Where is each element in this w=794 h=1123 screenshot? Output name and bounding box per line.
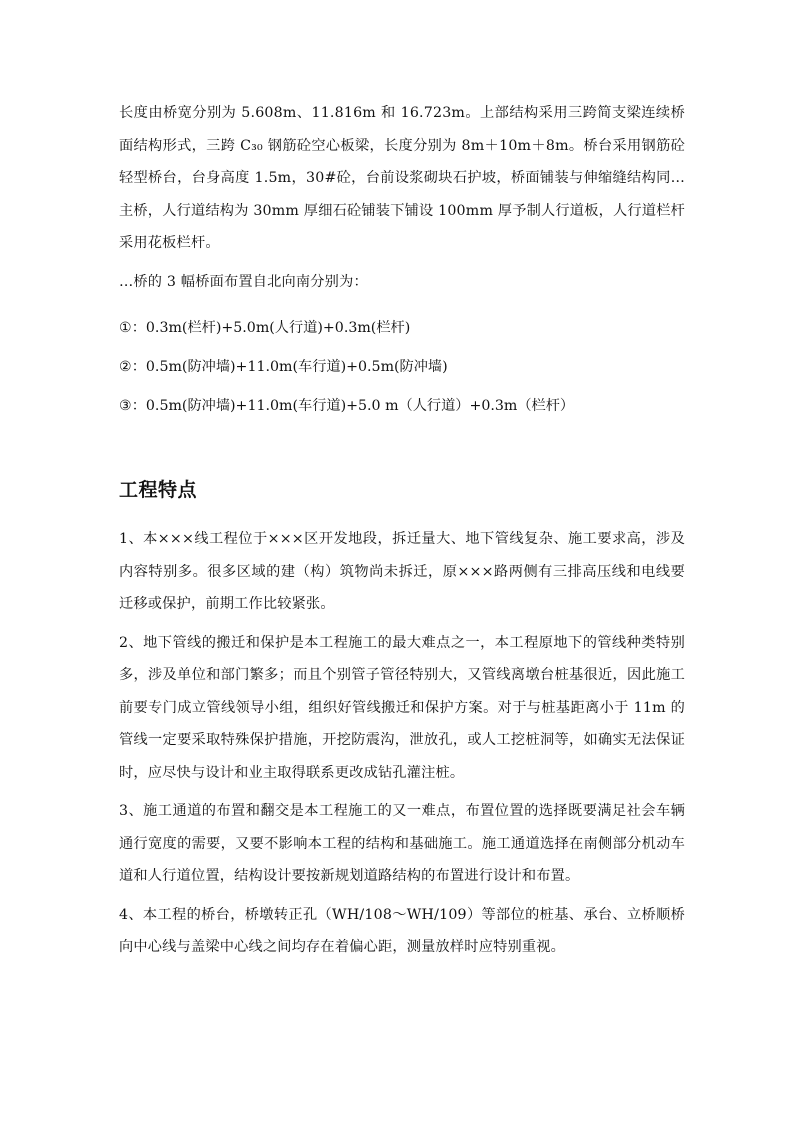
layout-item-2: ②：0.5m(防冲墙)+11.0m(车行道)+0.5m(防冲墙) <box>119 359 448 375</box>
intro-paragraph: 长度由桥宽分别为 5.608m、11.816m 和 16.723m。上部结构采用三跨简支梁连续桥面结构形式，三跨 C₃₀ 钢筋砼空心板梁，长度分别为 8m＋10m＋8m。桥台采用钢筋砼轻型桥台，台身高度 1.5m，30#砼，台前设浆砌块石护坡，桥面铺装与伸缩缝结构同…主桥，人行道结构为 30mm 厚细石砼铺装下铺设 100mm 厚予制人行道板，人行道栏杆采用花板栏杆。 <box>119 105 685 251</box>
feature-point-4: 4、本工程的桥台，桥墩转正孔（WH/108～WH/109）等部位的桩基、承台、立桥顺桥向中心线与盖梁中心线之间均存在着偏心距，测量放样时应特别重视。 <box>119 906 685 955</box>
feature-point-1: 1、本×××线工程位于×××区开发地段，拆迁量大、地下管线复杂、施工要求高，涉及内容特别多。很多区域的建（构）筑物尚未拆迁，原×××路两侧有三排高压线和电线要迁移或保护，前期工作比较紧张。 <box>119 531 685 612</box>
section-heading: 工程特点 <box>119 479 198 501</box>
layout-intro: …桥的 3 幅桥面布置自北向南分别为： <box>119 273 368 290</box>
document-page <box>119 97 685 964</box>
features-section <box>119 523 685 964</box>
layout-item-1: ①：0.3m(栏杆)+5.0m(人行道)+0.3m(栏杆) <box>119 320 411 336</box>
layout-item-3: ③：0.5m(防冲墙)+11.0m(车行道)+5.0 m（人行道）+0.3m（栏杆） <box>119 398 575 414</box>
feature-point-2: 2、地下管线的搬迁和保护是本工程施工的最大难点之一，本工程原地下的管线种类特别多，涉及单位和部门繁多；而且个别管子管径特别大，又管线离墩台桩基很近，因此施工前要专门成立管线领导小组，组织好管线搬迁和保护方案。对于与桩基距离小于 11m 的管线一定要采取特殊保护措施，开挖防震沟，泄放孔，或人工挖桩洞等，如确实无法保证时，应尽快与设计和业主取得联系更改成钻孔灌注桩。 <box>119 634 685 781</box>
feature-point-3: 3、施工通道的布置和翻交是本工程施工的又一难点，布置位置的选择既要满足社会车辆通行宽度的需要，又要不影响本工程的结构和基础施工。施工通道选择在南侧部分机动车道和人行道位置，结构设计要按新规划道路结构的布置进行设计和布置。 <box>119 803 685 884</box>
